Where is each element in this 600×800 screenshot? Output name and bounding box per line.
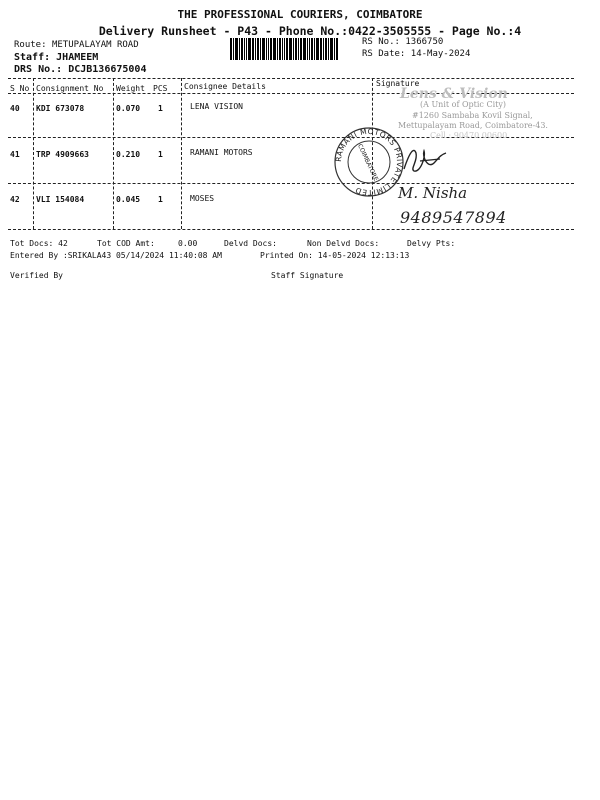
drs-label: DRS No.: (14, 64, 63, 75)
staff-signature: Staff Signature (271, 271, 344, 280)
signature-graphic (400, 143, 450, 175)
signature-scribble (400, 143, 450, 175)
rs-no-value: 1366750 (405, 37, 444, 47)
report-title: THE PROFESSIONAL COURIERS, COIMBATORE (177, 8, 423, 21)
row-divider (8, 183, 574, 184)
rs-no-label: RS No.: (362, 37, 400, 47)
rs-date-value: 14-May-2024 (410, 49, 471, 59)
row-sno: 41 (10, 150, 20, 159)
row-sno: 42 (10, 195, 20, 204)
seal-outer-text: RAMANI MOTORS PRIVATE LIMITED (333, 126, 405, 198)
rs-no-line (362, 37, 443, 47)
tot-cod-value: 0.00 (178, 239, 198, 248)
row-consignee: RAMANI MOTORS (190, 148, 253, 157)
col-header-pcs: PCS (153, 84, 168, 93)
tot-cod-label: Tot COD Amt: (97, 239, 155, 248)
route-value: METUPALAYAM ROAD (51, 40, 139, 50)
column-divider (33, 78, 34, 229)
col-header-signature: Signature (376, 79, 420, 88)
row-consignee: LENA VISION (190, 102, 243, 111)
drs-line (14, 64, 146, 75)
stamp-line: (A Unit of Optic City) (420, 100, 506, 109)
row-weight: 0.070 (116, 104, 141, 113)
row-weight: 0.210 (116, 150, 141, 159)
non-delvd-docs: Non Delvd Docs: (307, 239, 380, 248)
staff-label: Staff: (14, 52, 51, 63)
row-sno: 40 (10, 104, 20, 113)
column-divider (181, 78, 182, 229)
row-consignment: KDI 673078 (36, 104, 85, 113)
signer-phone: 9489547894 (400, 208, 507, 227)
signer-name: M. Nisha (398, 184, 468, 202)
row-pcs: 1 (158, 195, 163, 204)
row-consignment: TRP 4909663 (36, 150, 89, 159)
staff-line (14, 52, 98, 63)
column-divider (113, 78, 114, 229)
printed-on: Printed On: 14-05-2024 12:13:13 (260, 251, 410, 260)
table-top-rule (8, 78, 574, 79)
rs-date-label: RS Date: (362, 49, 406, 59)
row-weight: 0.045 (116, 195, 141, 204)
delvy-pts: Delvy Pts: (407, 239, 456, 248)
staff-value: JHAMEEM (56, 52, 99, 63)
delvd-docs: Delvd Docs: (224, 239, 277, 248)
row-consignee: MOSES (190, 194, 215, 203)
drs-value: DCJB136675004 (68, 64, 147, 75)
stamp-title: Lens & Vision (400, 86, 508, 102)
table-bottom-rule (8, 229, 574, 230)
verified-by: Verified By (10, 271, 63, 280)
stamp-line: Mettupalayam Road, Coimbatore-43. (398, 121, 548, 130)
row-pcs: 1 (158, 150, 163, 159)
seal-inner-text: COIMBATORE (356, 143, 380, 183)
rs-date-line (362, 49, 470, 59)
barcode-image (230, 38, 354, 60)
report-subtitle: Delivery Runsheet - P43 - Phone No.:0422-3505555 - Page No.:4 (98, 24, 522, 38)
entered-by: Entered By :SRIKALA43 05/14/2024 11:40:08 AM (10, 251, 222, 260)
col-header-consignee: Consignee Details (184, 82, 266, 91)
route-label: Route: (14, 40, 47, 50)
stamp-line: Cell : 90470 00600 (430, 131, 508, 140)
row-consignment: VLI 154084 (36, 195, 85, 204)
col-header-sno: S No (10, 84, 30, 93)
col-header-consignment: Consignment No (36, 84, 104, 93)
route-line (14, 40, 139, 50)
stamp-line: #1260 Sambaba Kovil Signal, (412, 111, 533, 120)
row-pcs: 1 (158, 104, 163, 113)
col-header-weight: Weight (116, 84, 145, 93)
tot-docs: Tot Docs: 42 (10, 239, 68, 248)
